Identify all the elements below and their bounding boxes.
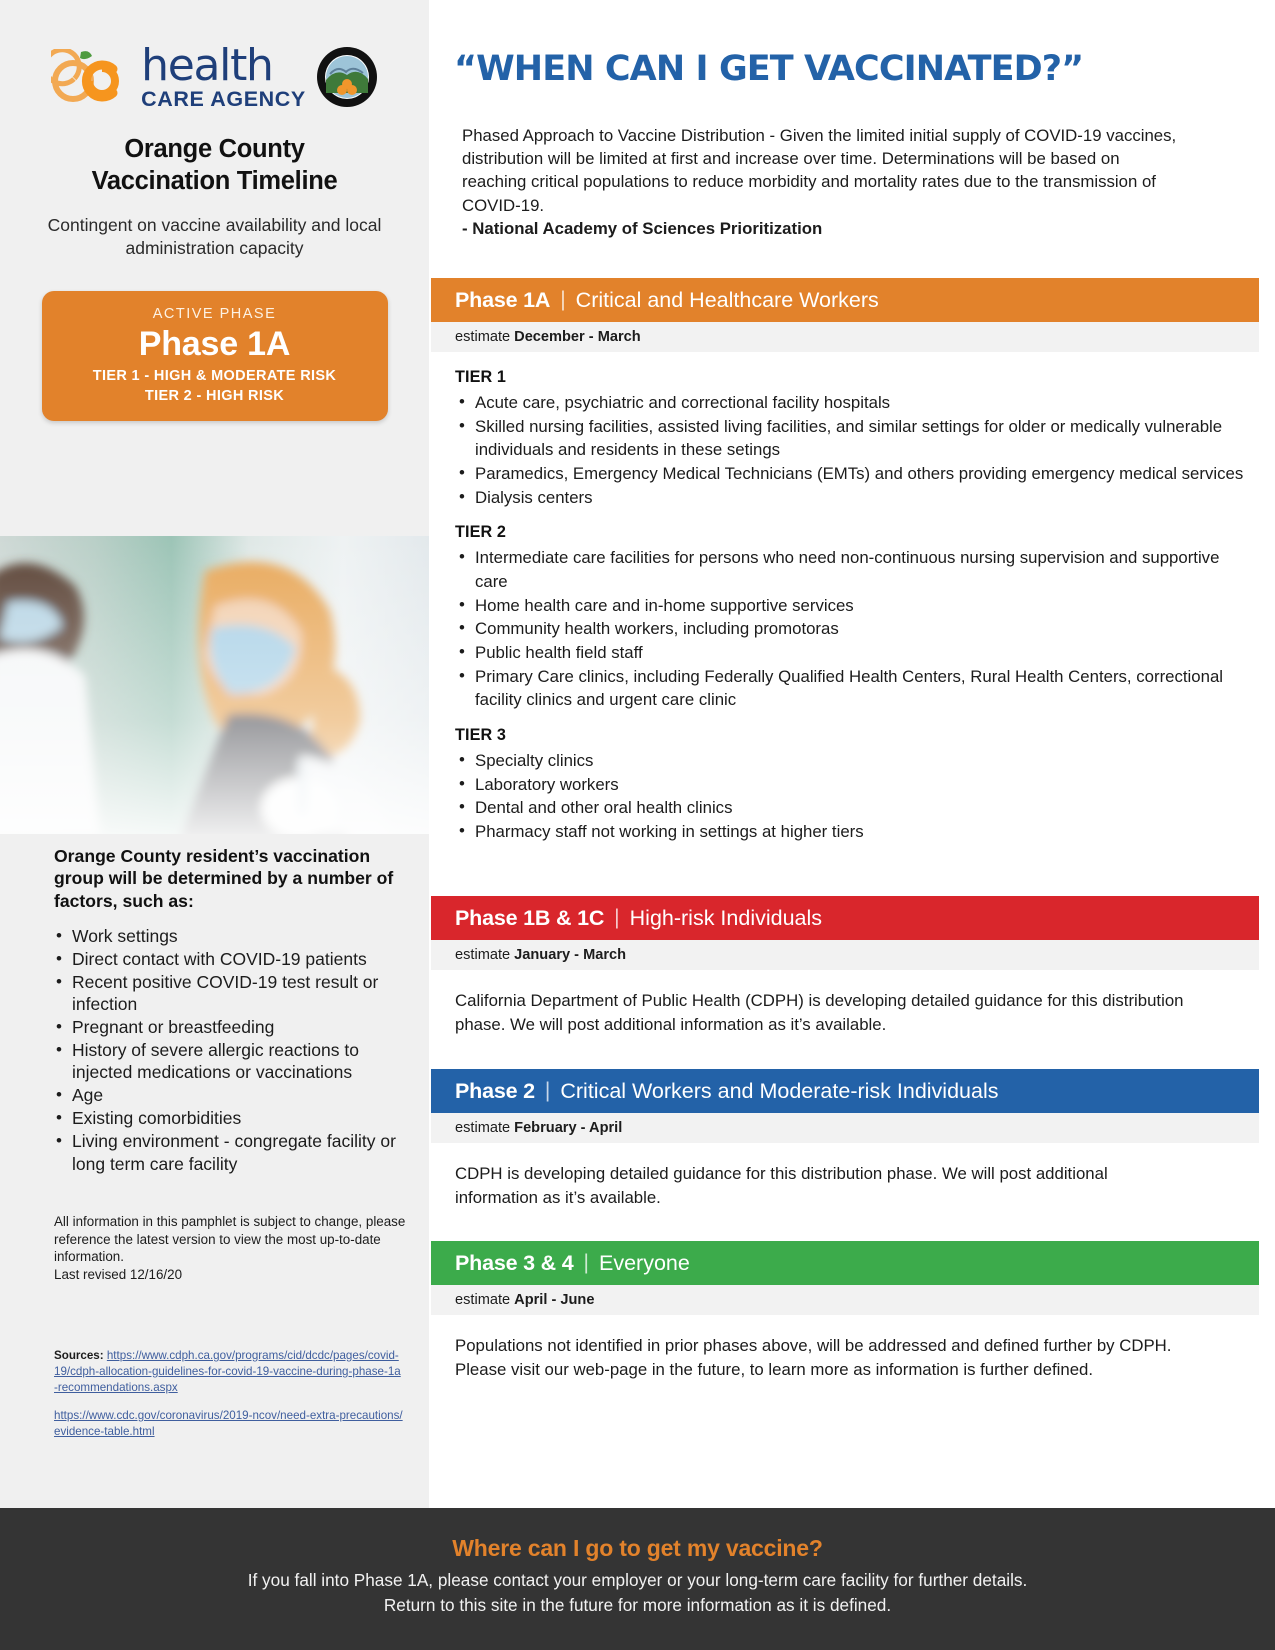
active-phase-label: ACTIVE PHASE	[152, 305, 277, 322]
phase-header-bar-1b-1c	[431, 896, 1259, 940]
phase-divider: |	[544, 1079, 551, 1102]
active-phase-value: Phase 1A	[138, 324, 291, 363]
sources-block	[54, 1348, 404, 1440]
sources-label: Sources:	[54, 1349, 104, 1362]
sidebar	[0, 0, 429, 1508]
list-item: • Existing comorbidities	[54, 1107, 406, 1129]
oc-orange-icon	[51, 49, 135, 105]
phase-3-4-body: Populations not identified in prior phases above, will be addressed and defined further by CDPH. Please visit our web-page in the future, to learn more as information is further defined.	[455, 1336, 1172, 1379]
list-item: • Acute care, psychiatric and correctional facility hospitals	[455, 391, 1253, 415]
tier-heading: TIER 3	[455, 726, 506, 745]
list-item: • Laboratory workers	[455, 773, 1253, 797]
healthcare-workers-photo	[0, 536, 429, 834]
phase-header-bar-2	[431, 1069, 1259, 1113]
phase-header-bar-3-4	[431, 1241, 1259, 1285]
page-title-line2: Vaccination Timeline	[91, 166, 338, 195]
logo-wordmark	[141, 39, 306, 111]
footer-title: Where can I go to get my vaccine?	[452, 1535, 823, 1561]
logo-care-agency-text: CARE AGENCY	[141, 86, 306, 111]
phase-1a-tiers	[429, 352, 1275, 844]
phase-description: Everyone	[598, 1250, 690, 1275]
list-item: • Specialty clinics	[455, 749, 1253, 773]
phase-estimate-bar-2	[431, 1113, 1259, 1143]
phase-1b-1c-body: California Department of Public Health (CDPH) is developing detailed guidance for this distribution phase. We will post additional information as it’s available.	[455, 991, 1184, 1034]
estimate-value: April - June	[514, 1292, 595, 1308]
last-revised-text: Last revised 12/16/20	[54, 1266, 183, 1282]
active-phase-tier2: TIER 2 - HIGH RISK	[144, 387, 285, 404]
list-item: • Pregnant or breastfeeding	[54, 1016, 406, 1038]
list-item: • Dialysis centers	[455, 486, 1253, 510]
county-of-orange-seal-icon	[316, 46, 378, 108]
phase-divider: |	[583, 1251, 589, 1274]
list-item: • Skilled nursing facilities, assisted living facilities, and similar settings for older or medically vulnerable individuals and residents in these setings	[455, 415, 1253, 462]
phase-divider: |	[614, 906, 620, 929]
phase-name: Phase 3 & 4	[455, 1250, 574, 1275]
phase-section-2	[429, 1069, 1275, 1209]
list-item: • Community health workers, including promotoras	[455, 617, 1253, 641]
list-item: • Recent positive COVID-19 test result or infection	[54, 971, 406, 1015]
estimate-value: December - March	[514, 329, 641, 345]
phase-divider: |	[560, 288, 566, 311]
phase-description: Critical and Healthcare Workers	[575, 287, 879, 312]
estimate-value: January - March	[514, 947, 627, 963]
page-title	[0, 134, 429, 197]
estimate-label: estimate	[455, 947, 511, 963]
list-item: • Pharmacy staff not working in settings at higher tiers	[455, 820, 1253, 844]
list-item: • History of severe allergic reactions to injected medications or vaccinations	[54, 1039, 406, 1083]
intro-block	[462, 124, 1184, 240]
list-item: • Work settings	[54, 925, 406, 947]
vaccination-factors-section	[54, 845, 406, 1176]
tier-heading: TIER 1	[455, 368, 506, 386]
logo-health-text: health	[141, 39, 273, 91]
phase-section-1a	[429, 278, 1275, 844]
phase-section-3-4	[429, 1241, 1275, 1381]
list-item: • Public health field staff	[455, 641, 1253, 665]
page-title-line1: Orange County	[124, 135, 305, 163]
phase-section-1b-1c	[429, 896, 1275, 1036]
phase-estimate-bar-1b-1c	[431, 940, 1259, 970]
source-link-cdph[interactable]: https://www.cdph.ca.gov/programs/cid/dcdc/pages/covid-19/cdph-allocation-guidelines-for-covid-19-vaccine-during-phase-1a-recommendations.aspx	[54, 1349, 401, 1394]
estimate-label: estimate	[455, 329, 511, 345]
factors-heading: Orange County resident’s vaccination group will be determined by a number of factors, such as:	[54, 846, 394, 911]
phase-name: Phase 2	[455, 1078, 535, 1103]
disclaimer-block	[54, 1213, 406, 1283]
list-item: • Home health care and in-home supportive services	[455, 594, 1253, 618]
phase-name: Phase 1B & 1C	[455, 905, 605, 930]
estimate-label: estimate	[455, 1120, 511, 1136]
footer	[0, 1508, 1275, 1650]
phase-estimate-bar-3-4	[431, 1285, 1259, 1315]
list-item: • Primary Care clinics, including Federally Qualified Health Centers, Rural Health Centers, correctional facility clinics and urgent care clinic	[455, 665, 1253, 712]
intro-paragraph: Phased Approach to Vaccine Distribution - Given the limited initial supply of COVID-19 vaccines, distribution will be limited at first and increase over time. Determinations will be based on reaching critical populations to reduce morbidity and mortality rates due to the transmission of COVID-19.	[462, 126, 1177, 215]
list-item: • Paramedics, Emergency Medical Technicians (EMTs) and others providing emergency medical services	[455, 462, 1253, 486]
list-item: • Intermediate care facilities for persons who need non-continuous nursing supervision and supportive care	[455, 546, 1253, 593]
tier-3-list	[455, 749, 1253, 844]
main-content	[429, 0, 1275, 1508]
phase-2-body: CDPH is developing detailed guidance for this distribution phase. We will post additional information as it’s available.	[455, 1164, 1108, 1207]
phase-header-bar-1a	[431, 278, 1259, 322]
tier-2-list	[455, 546, 1253, 712]
source-link-cdc[interactable]: https://www.cdc.gov/coronavirus/2019-ncov/need-extra-precautions/evidence-table.html	[54, 1408, 403, 1438]
tier-heading: TIER 2	[455, 523, 506, 542]
list-item: • Age	[54, 1084, 406, 1106]
phase-description: High-risk Individuals	[629, 905, 823, 930]
phase-name: Phase 1A	[455, 287, 551, 312]
disclaimer-text: All information in this pamphlet is subject to change, please reference the latest version to view the most up-to-date information.	[54, 1214, 406, 1265]
factors-list	[54, 925, 406, 1175]
footer-line-1: If you fall into Phase 1A, please contact your employer or your long-term care facility for further details.	[247, 1570, 1028, 1590]
phase-estimate-bar-1a	[431, 322, 1259, 352]
estimate-label: estimate	[455, 1292, 511, 1308]
tier-1-list	[455, 391, 1253, 509]
estimate-value: February - April	[514, 1120, 623, 1136]
list-item: • Dental and other oral health clinics	[455, 796, 1253, 820]
page-subtitle: Contingent on vaccine availability and local administration capacity	[47, 215, 382, 259]
active-phase-card	[42, 291, 388, 421]
intro-attribution: - National Academy of Sciences Prioritization	[462, 218, 823, 238]
list-item: • Direct contact with COVID-19 patients	[54, 948, 406, 970]
main-heading: “WHEN CAN I GET VACCINATED?”	[454, 49, 1084, 89]
oc-health-care-agency-logo	[0, 0, 429, 110]
active-phase-tier1: TIER 1 - HIGH & MODERATE RISK	[92, 367, 337, 384]
footer-line-2: Return to this site in the future for more information as it is defined.	[383, 1594, 892, 1615]
phase-description: Critical Workers and Moderate-risk Individuals	[560, 1078, 999, 1103]
list-item: • Living environment - congregate facility or long term care facility	[54, 1130, 406, 1174]
